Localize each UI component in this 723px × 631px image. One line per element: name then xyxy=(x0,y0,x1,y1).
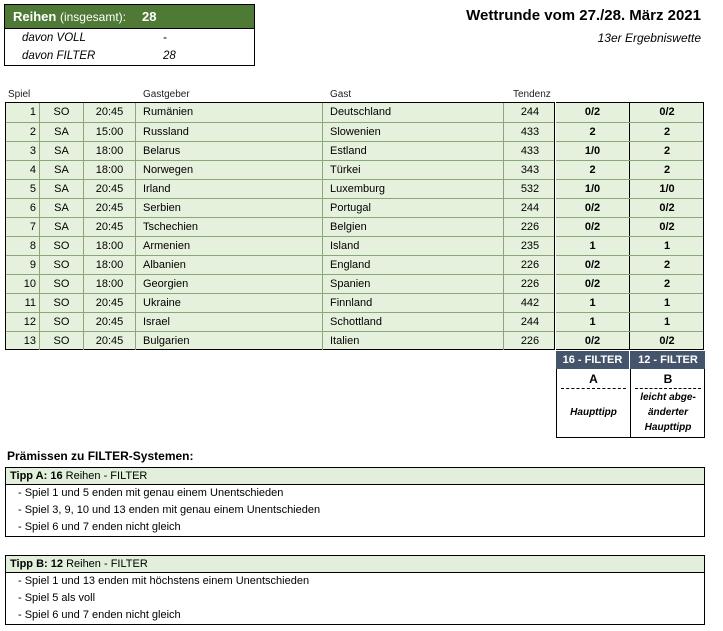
premise-line: - Spiel 1 und 13 enden mit höchstens einem Unentschieden xyxy=(18,575,310,587)
game-guest: Finnland xyxy=(323,294,504,312)
premise-line: - Spiel 6 und 7 enden nicht gleich xyxy=(18,609,181,621)
tip-row xyxy=(556,122,703,141)
tip-a-cell: 1/0 xyxy=(556,180,630,198)
tip-b-cell: 2 xyxy=(663,259,671,271)
column-header-gast: Gast xyxy=(330,89,352,100)
game-guest: Türkei xyxy=(323,161,504,179)
reihen-summary-box xyxy=(4,4,255,66)
game-host: Armenien xyxy=(136,237,323,255)
game-number: 1 xyxy=(6,103,40,122)
game-host: Irland xyxy=(136,180,323,198)
table-row xyxy=(6,217,554,236)
game-number: 8 xyxy=(6,237,40,255)
divider xyxy=(635,388,701,389)
premise-box-tip-b xyxy=(5,555,705,625)
games-table xyxy=(5,102,555,350)
game-tendency: 226 xyxy=(520,259,540,271)
tip-a-cell: 2 xyxy=(556,123,630,141)
game-number: 5 xyxy=(6,180,40,198)
table-row xyxy=(6,179,554,198)
game-guest: Italien xyxy=(323,332,504,350)
game-guest: Estland xyxy=(323,142,504,160)
tip-b-cell: 1/0 xyxy=(659,183,675,195)
tip-row xyxy=(556,217,703,236)
game-time: 15:00 xyxy=(84,123,136,141)
reihen-label-sub: (insgesamt): xyxy=(59,10,126,24)
game-time: 20:45 xyxy=(84,218,136,236)
reihen-title xyxy=(5,5,254,29)
tip-row xyxy=(556,293,703,312)
tip-row xyxy=(556,141,703,160)
game-tendency: 433 xyxy=(520,126,540,138)
game-host: Tschechien xyxy=(136,218,323,236)
premises-title: Prämissen zu FILTER-Systemen: xyxy=(7,449,194,463)
game-number: 12 xyxy=(6,313,40,331)
game-tendency: 442 xyxy=(520,297,540,309)
game-guest: Spanien xyxy=(323,275,504,293)
game-day: SO xyxy=(40,294,84,312)
premise-count: 16 xyxy=(50,470,63,482)
premise-head-tip-b xyxy=(6,556,704,573)
game-time: 20:45 xyxy=(84,103,136,122)
game-guest: Luxemburg xyxy=(323,180,504,198)
game-number: 4 xyxy=(6,161,40,179)
premise-prefix: Tipp A: xyxy=(10,470,48,482)
tip-b-cell: 0/2 xyxy=(659,221,675,233)
table-row xyxy=(6,103,554,122)
tip-a-cell: 1 xyxy=(556,294,630,312)
game-host: Ukraine xyxy=(136,294,323,312)
game-tendency: 343 xyxy=(520,164,540,176)
tip-row xyxy=(556,236,703,255)
filter-b-header: 12 - FILTER xyxy=(638,354,698,366)
filter-b-desc-line-2: änderter xyxy=(647,407,688,418)
game-day: SA xyxy=(40,123,84,141)
tip-row xyxy=(556,160,703,179)
game-guest: Schottland xyxy=(323,313,504,331)
game-day: SA xyxy=(40,142,84,160)
game-number: 11 xyxy=(6,294,40,312)
tip-row xyxy=(556,103,703,122)
game-tendency: 244 xyxy=(520,202,540,214)
table-row xyxy=(6,122,554,141)
game-tendency: 433 xyxy=(520,145,540,157)
tips-table xyxy=(556,102,704,350)
game-day: SA xyxy=(40,199,84,217)
game-time: 20:45 xyxy=(84,313,136,331)
premise-box-tip-a xyxy=(5,467,705,537)
game-number: 2 xyxy=(6,123,40,141)
game-guest: Deutschland xyxy=(323,103,504,122)
game-time: 18:00 xyxy=(84,256,136,274)
game-number: 6 xyxy=(6,199,40,217)
tip-a-cell: 0/2 xyxy=(556,332,630,350)
table-row xyxy=(6,312,554,331)
tip-a-cell: 0/2 xyxy=(556,275,630,293)
game-tendency: 244 xyxy=(520,106,540,118)
filter-b-column xyxy=(631,369,705,437)
tip-row xyxy=(556,312,703,331)
game-day: SO xyxy=(40,256,84,274)
table-row xyxy=(6,236,554,255)
game-day: SO xyxy=(40,275,84,293)
game-time: 18:00 xyxy=(84,237,136,255)
game-time: 18:00 xyxy=(84,161,136,179)
column-header-gastgeber: Gastgeber xyxy=(143,89,190,100)
game-day: SA xyxy=(40,180,84,198)
tip-a-cell: 1/0 xyxy=(556,142,630,160)
tip-a-cell: 0/2 xyxy=(556,218,630,236)
tip-b-cell: 0/2 xyxy=(659,335,675,347)
game-tendency: 532 xyxy=(520,183,540,195)
premise-head-tip-a xyxy=(6,468,704,485)
game-time: 20:45 xyxy=(84,332,136,350)
tip-a-cell: 0/2 xyxy=(556,256,630,274)
filter-a-header: 16 - FILTER xyxy=(556,351,630,369)
reihen-row-value: 28 xyxy=(163,50,176,62)
tip-b-cell: 0/2 xyxy=(659,106,675,118)
premise-prefix: Tipp B: xyxy=(10,558,48,570)
game-guest: Slowenien xyxy=(323,123,504,141)
page-subtitle: 13er Ergebniswette xyxy=(597,31,701,45)
table-row xyxy=(6,331,554,350)
game-tendency: 226 xyxy=(520,335,540,347)
game-day: SO xyxy=(40,237,84,255)
game-day: SO xyxy=(40,313,84,331)
filter-a-column xyxy=(557,369,631,437)
game-day: SA xyxy=(40,218,84,236)
game-number: 3 xyxy=(6,142,40,160)
table-row xyxy=(6,274,554,293)
game-guest: Belgien xyxy=(323,218,504,236)
tip-b-cell: 1 xyxy=(663,297,671,309)
column-header-spiel: Spiel xyxy=(8,89,31,100)
divider xyxy=(561,388,626,389)
reihen-row-value: - xyxy=(163,32,167,44)
filter-a-letter: A xyxy=(589,372,598,386)
game-host: Israel xyxy=(136,313,323,331)
reihen-row-filter xyxy=(5,47,254,65)
game-guest: England xyxy=(323,256,504,274)
tip-b-cell: 2 xyxy=(663,164,671,176)
game-guest: Portugal xyxy=(323,199,504,217)
premise-line: - Spiel 6 und 7 enden nicht gleich xyxy=(18,521,181,533)
game-host: Rumänien xyxy=(136,103,323,122)
game-tendency: 235 xyxy=(520,240,540,252)
reihen-row-label: davon FILTER xyxy=(22,50,96,62)
premise-count: 12 xyxy=(50,558,63,570)
tip-b-cell: 2 xyxy=(663,145,671,157)
game-guest: Island xyxy=(323,237,504,255)
game-host: Russland xyxy=(136,123,323,141)
game-host: Serbien xyxy=(136,199,323,217)
reihen-total: 28 xyxy=(142,9,157,24)
filter-a-desc: Haupttipp xyxy=(570,407,617,418)
tip-b-cell: 1 xyxy=(663,316,671,328)
tip-row xyxy=(556,255,703,274)
game-number: 10 xyxy=(6,275,40,293)
premise-line: - Spiel 3, 9, 10 und 13 enden mit genau einem Unentschieden xyxy=(18,504,321,516)
tip-b-cell: 2 xyxy=(663,278,671,290)
tip-row xyxy=(556,179,703,198)
game-time: 18:00 xyxy=(84,275,136,293)
game-day: SO xyxy=(40,103,84,122)
page-title: Wettrunde vom 27./28. März 2021 xyxy=(466,7,701,24)
game-tendency: 226 xyxy=(520,221,540,233)
table-row xyxy=(6,293,554,312)
game-host: Norwegen xyxy=(136,161,323,179)
game-tendency: 226 xyxy=(520,278,540,290)
game-time: 20:45 xyxy=(84,294,136,312)
game-host: Belarus xyxy=(136,142,323,160)
game-host: Georgien xyxy=(136,275,323,293)
game-time: 18:00 xyxy=(84,142,136,160)
premise-suffix: Reihen - FILTER xyxy=(65,470,148,482)
column-header-tendenz: Tendenz xyxy=(513,89,551,100)
tip-row xyxy=(556,331,703,350)
filter-description-box xyxy=(556,369,705,438)
tip-a-cell: 2 xyxy=(556,161,630,179)
tip-a-cell: 1 xyxy=(556,237,630,255)
filter-b-letter: B xyxy=(663,372,673,386)
table-row xyxy=(6,198,554,217)
game-number: 7 xyxy=(6,218,40,236)
tip-a-cell: 0/2 xyxy=(556,199,630,217)
reihen-label: Reihen xyxy=(13,9,57,24)
tip-b-cell: 0/2 xyxy=(659,202,675,214)
table-row xyxy=(6,160,554,179)
tip-row xyxy=(556,274,703,293)
game-day: SA xyxy=(40,161,84,179)
premise-line: - Spiel 5 als voll xyxy=(18,592,96,604)
tip-b-cell: 1 xyxy=(663,240,671,252)
game-day: SO xyxy=(40,332,84,350)
filter-b-desc-line-1: leicht abge- xyxy=(640,392,696,403)
game-time: 20:45 xyxy=(84,180,136,198)
game-host: Albanien xyxy=(136,256,323,274)
table-row xyxy=(6,255,554,274)
premise-suffix: Reihen - FILTER xyxy=(66,558,148,570)
game-number: 13 xyxy=(6,332,40,350)
reihen-row-label: davon VOLL xyxy=(22,32,86,44)
tip-b-cell: 2 xyxy=(663,126,671,138)
game-time: 20:45 xyxy=(84,199,136,217)
game-tendency: 244 xyxy=(520,316,540,328)
table-row xyxy=(6,141,554,160)
reihen-row-voll xyxy=(5,29,254,47)
tip-a-cell: 1 xyxy=(556,313,630,331)
filter-b-desc-line-3: Haupttipp xyxy=(644,422,692,433)
tip-row xyxy=(556,198,703,217)
game-host: Bulgarien xyxy=(136,332,323,350)
filter-header xyxy=(556,351,705,369)
game-number: 9 xyxy=(6,256,40,274)
tip-a-cell: 0/2 xyxy=(556,103,630,122)
premise-line: - Spiel 1 und 5 enden mit genau einem Unentschieden xyxy=(18,487,284,499)
